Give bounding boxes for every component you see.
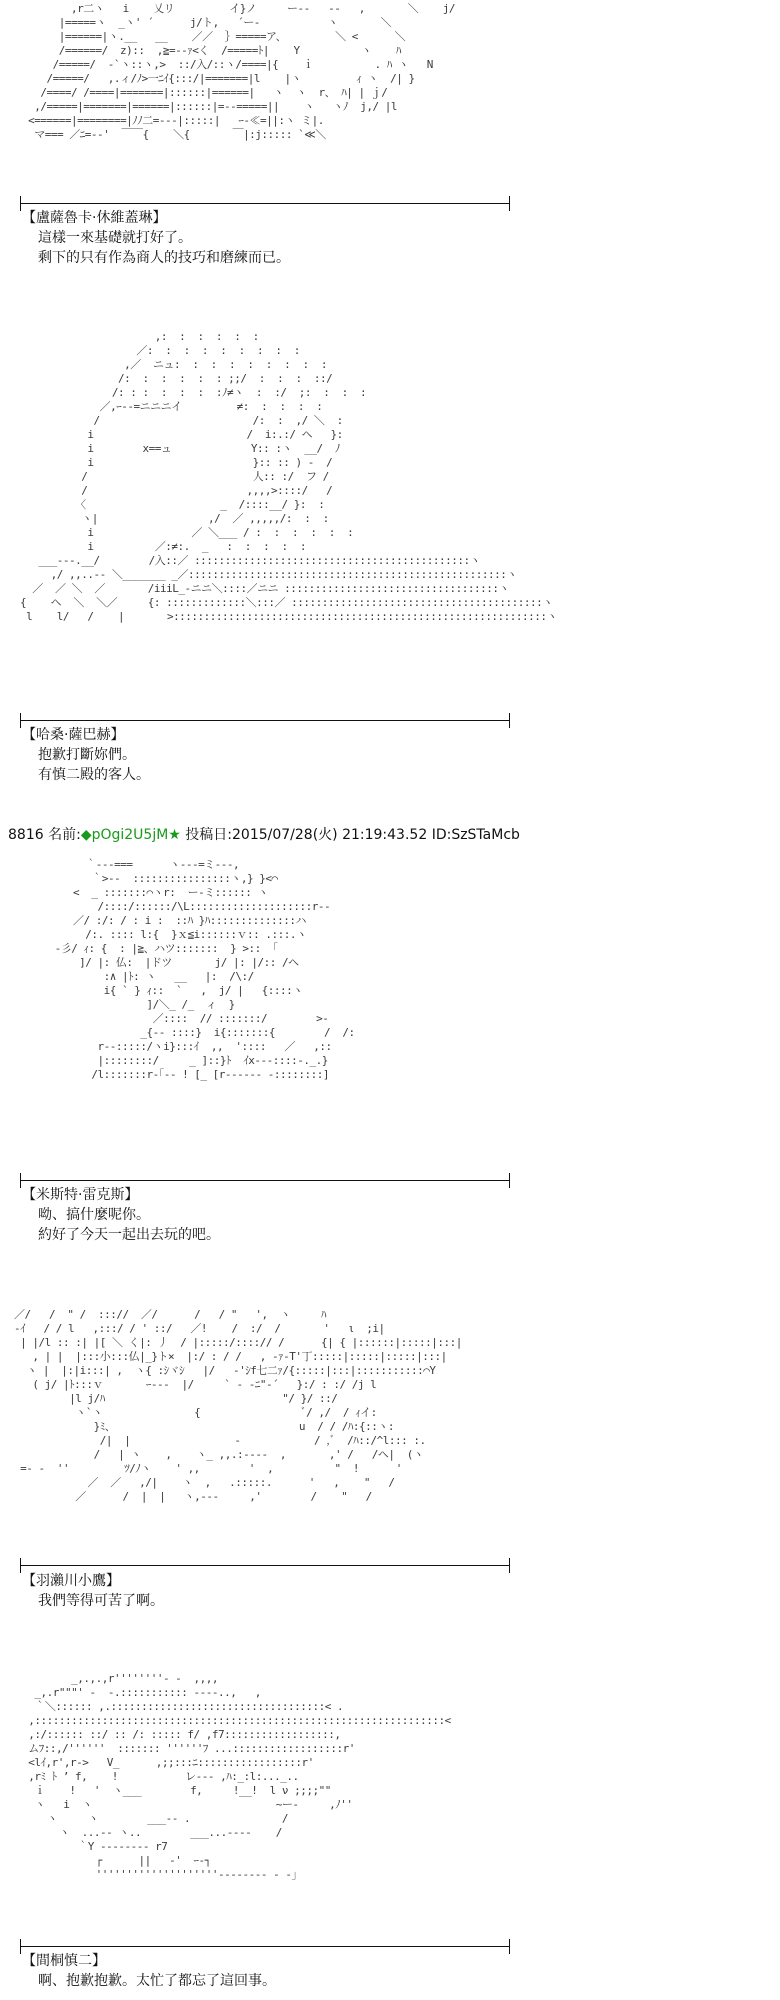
speaker-name: 【羽瀨川小鷹】	[22, 1573, 120, 1589]
ascii-art-shinji: _,.,.,r''''''''- - ,,,, _,.r"""' - -.::::::::::: ----.., , ｀＼:::::: ,.:::::::::::::::::::::::::::::::::::< . ,:::::::::::::::::::::::::::::::::::::::::::::::::::::::::::::::::::< ,:/:::::: ::/ :: /: ::::: f/ ,f7::::::::::::::::::, ムﾌ::,/'''''' ::::::: ''''''ﾌ ...::::::::::::::::::r' <lｲ,r',r-> V_ ,;;:::ﾆ:::::::::::::::::r' ,rﾐ ﾄ ’ f, ! レ--- ,ﾊ:_:l:..._.. ｉ ! ' ヽ___ f, !__! l ν ;;;;"" ヽ i ヽ ~ー- ,ﾉ'' ヽ ヽ ___-- . / ヽ ...-- ヽ.. ___...-‐‐‐ / ｀Y ‐‐----‐‐ r7 ┌ || ‐' ｰ‐┐ ''''''''''''''''''''-------- ‐ -」	[28, 1672, 451, 1881]
dialogue-line: 剩下的只有作為商人的技巧和磨練而已。	[38, 250, 290, 266]
post-date: 2015/07/28(火) 21:19:43.52	[232, 827, 428, 843]
ascii-art-hassan: ,: : : : : : ／: : : : : : : : : ,／ ニュ: : : : : : : : : /: : : : : : ;;/ : : : ::/ /: : : : : : :ﾉ≠ヽ : :/ ;: : : : ／,ｰ‐‐=ニニニイ ≠: : : : : / /: : ,/ ＼ : i / i:.:/ ヘ }: i x==ュ Y:: :ヽ __/ ﾉ i }:: :: ) - / / 人:: :/ フ / / ,,,,>::::/ / 〈 _ /::::__/ }: : ヽ| ,/ ／ ,,,,,/: : : i ／ ＼___ / : : : : : : i ／:≠:. _ : : : : : ___-‐‐.__/ /入::／ :::::::::::::::::::::::::::::::::::::::::::::ヽ ,/ ,,..-‐ ＼_______ _／::::::::::::::::::::::::::::::::::::::::::::::::::::ヽ ／ ／ ＼ ／ /iiiL_-ニニ＼::::／ニニ :::::::::::::::::::::::::::::::::::ヽ { ヘ ＼ ＼／ {: :::::::::::::＼:::／ :::::::::::::::::::::::::::::::::::::::::ヽ l l/ / | >:::::::::::::::::::::::::::::::::::::::::::::::::::::::::::::ヽ	[20, 330, 558, 623]
dialogue-divider	[20, 1565, 510, 1566]
dialogue-line: 呦、搞什麼呢你。	[38, 1207, 150, 1223]
poster-trip[interactable]: ◆pOgi2U5jM★	[80, 827, 181, 843]
speaker-name: 【盧薩魯卡·休維蓋琳】	[22, 210, 167, 226]
speaker-name: 【間桐慎二】	[22, 1953, 106, 1969]
dialogue-line: 約好了今天一起出去玩的吧。	[38, 1227, 220, 1243]
dialogue-divider	[20, 1180, 510, 1181]
dialogue-line: 這樣一來基礎就打好了。	[38, 230, 192, 246]
dialogue-line: 啊、抱歉抱歉。太忙了都忘了這回事。	[38, 1973, 276, 1989]
dialogue-divider	[20, 720, 510, 721]
dialogue-divider	[20, 1946, 510, 1947]
date-label: 投稿日:	[185, 827, 233, 843]
name-label: 名前:	[48, 827, 81, 843]
dialogue-line: 有慎二殿的客人。	[38, 767, 150, 783]
speaker-name: 【米斯特·雷克斯】	[22, 1187, 139, 1203]
speaker-name: 【哈桑·薩巴赫】	[22, 727, 125, 743]
ascii-art-kodaka: ／/ / " / :::// ／/ / / " ', ヽ ﾊ -ｲ / / l ,:::/ / ' ::/ ／! / :/ / ' ι ;i| | |/l :: :| |[ ＼ く|: 丿 / |:::::/::::// / {| { |::::::|:::::|:::| , | | |:::小:::仏|_}ト× |:/ : / / , -ｧ‐T'丁:::::|:::::|:::::|:::| ヽ | |:|i:::| , ヽ{ :ｼヾｼ |/ ‐'ｼf七二ｧ/{:::::|:::|:::::::::::⌒Y ( j/ |ﾄ:::ｖ ｰ‐‐‐ |/ ` ‐ -ﾆ"-´ }:/ : :/ /j l |l j/ﾊ "/ }/ ::/ ヽ`ヽ { ﾞ/ ,/ / ｨイ: }ﾐ、 u / / /ﾊ:{::ヽ: /| | ‐ / ,ﾞ /ﾊ::/^l::: :. / | ヽ , ヽ_ ,,.:---- , ,' / /ヘ| (ヽ =‐ - '' ﾂ/ﾉヽ ' ,, ' , " ! ' ／ ／ ,/| ヽ , .:::::. ' , " / ／ / | | ヽ,--- ,' / " /	[14, 1308, 462, 1503]
dialogue-line: 我們等得可苦了啊。	[38, 1593, 164, 1609]
post-number: 8816	[8, 827, 44, 843]
post-header	[8, 826, 520, 844]
dialogue-divider	[20, 203, 510, 204]
ascii-art-lusaluka: ,r二ヽ i 乂リ イ}ノ ー‐- ‐‐ , ＼ j/ |=====ヽ _ヽ' ´ j/ト, ´ー‐ ヽ ＼ |======|ヽ.__ __ ／／ ｝=====ア、 ＼ < ＼ /======/ z):: ,≧=‐-ｧ<く /=====ﾄ| Y ヽ ﾊ /=====/ -`ヽ::ヽ,> ::/入/::ヽ/====|{ ｉ . ﾊ ヽ N /=====/ ,.ィ/ﾉ>一ﾆｲ{:::/|=======|l |ヽ ｨ ヽ /| } /====/ /====|=======|::::::|======| ヽ ヽ r、 ﾊ| | ｊ/ ,/=====|=======|======|::::::|=--=====|| ヽ ヽﾉ j,/ |l <======|========|ﾉﾉ二=-‐‐|:::::| ｰ‐≪=||:ヽ ミ|. マ=== ／ﾆ=--' ￣￣{ ＼{ ￣|:j::::: `≪＼	[28, 2, 455, 141]
poster-id[interactable]: ID:SzSTaMcb	[431, 827, 520, 843]
ascii-art-mister-rex: ｀---=== ヽ‐‐‐=ミ‐-‐, ｀>‐‐ ::::::::::::::::ヽ,} }<⌒ < _ :::::::⌒ヽr: ー‐ミ:::::: ヽ /::::/::::::/\L::::::::::::::::::::r‐‐ ／/ :/: / : i : ::ﾊ }ﾊ::::::::::::::ハ /:. :::: l:{ }ｘ≦i::::::ｖ:: .:::.ヽ ‐彡/ ｨ: { : |≧、ハツ::::::: } >:: 「 ]/ |: 仏: |ドツ j/ |: |/:: /ヘ :∧ |ﾄ: ヽ __ |: /\:/ i{ ` } ｨ:: ` , j/ | {::::ヽ ]/＼_ /_ ィ } ／:::: // :::::::/ >- _{‐‐ ::::} i{:::::::{ / /: r‐‐:::::/ヽi}:::ｲ ,, ':::: ／ ,:: |::::::::/ _ ]::}ﾄ ｲx‐‐‐::::-._.} /l:::::::r-｢‐‐ ! [_ [r‐‐‐‐‐‐ -::::::::]	[54, 858, 355, 1081]
dialogue-line: 抱歉打斷妳們。	[38, 747, 136, 763]
